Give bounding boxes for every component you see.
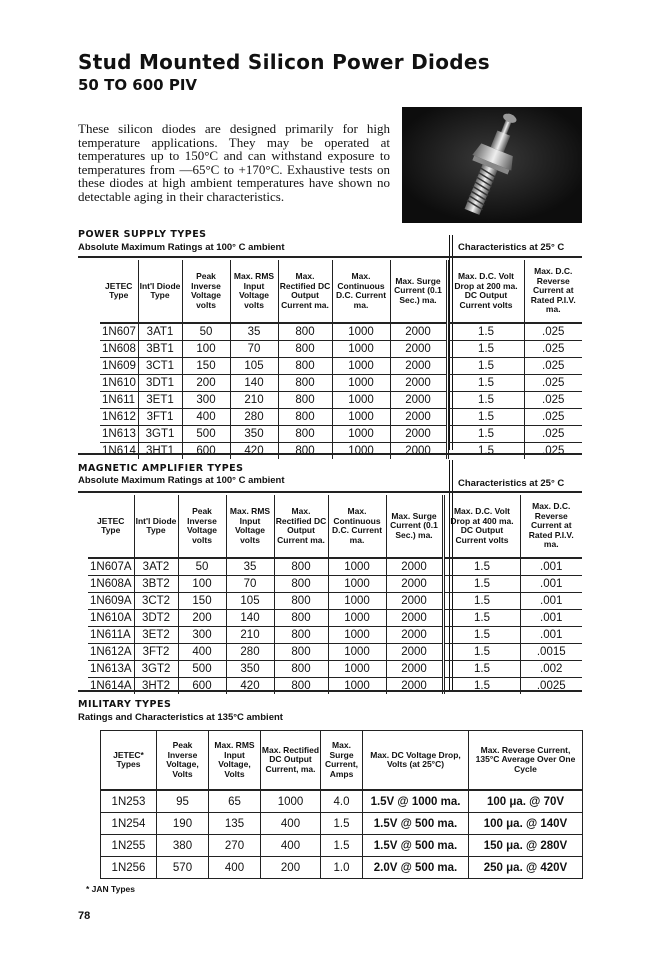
table-cell: 2000: [390, 443, 447, 460]
table-cell: .025: [524, 409, 582, 426]
table-cell: 150: [178, 593, 226, 610]
table-cell: 3AT2: [134, 558, 178, 576]
table-cell: 140: [230, 375, 278, 392]
table-cell: 800: [274, 593, 328, 610]
table-cell: 70: [226, 576, 274, 593]
table-cell: 400: [182, 409, 230, 426]
table-cell: 300: [182, 392, 230, 409]
table-cell: 1.5V @ 1000 ma.: [363, 790, 469, 813]
table-cell: 210: [226, 627, 274, 644]
col-header-reverse: Max. Reverse Current, 135°C Average Over One Cycle: [469, 731, 583, 791]
table-cell: 100: [182, 341, 230, 358]
table-cell: .025: [524, 375, 582, 392]
table-cell: 200: [178, 610, 226, 627]
page-subtitle: 50 TO 600 PIV: [78, 76, 198, 94]
table-row: [101, 835, 583, 857]
table-cell: 1.5: [443, 627, 520, 644]
col-header-voltage-drop: Max. DC Voltage Drop, Volts (at 25°C): [363, 731, 469, 791]
table-row: [88, 576, 582, 593]
table-cell: 280: [226, 644, 274, 661]
table-cell: 270: [209, 835, 261, 857]
col-header-volt-drop: Max. D.C. Volt Drop at 200 ma. DC Output Current volts: [447, 260, 524, 323]
table-cell: 1000: [328, 558, 386, 576]
table-cell: 2000: [386, 558, 443, 576]
table-cell: 70: [230, 341, 278, 358]
table-cell: 1.0: [321, 857, 363, 879]
table-cell: 1.5: [447, 341, 524, 358]
table-cell: 1.5V @ 500 ma.: [363, 835, 469, 857]
table-row: [100, 341, 582, 358]
table-cell: 2000: [386, 627, 443, 644]
table-cell: 300: [178, 627, 226, 644]
table-cell: .002: [520, 661, 582, 678]
table-row: [100, 426, 582, 443]
table-cell: 3AT1: [138, 323, 182, 341]
table-cell: 400: [209, 857, 261, 879]
table-cell: 420: [230, 443, 278, 460]
power-supply-char-heading: Characteristics at 25° C: [458, 242, 565, 253]
table-cell: 2000: [390, 392, 447, 409]
table-cell: 1.5: [443, 593, 520, 610]
table-row: [88, 644, 582, 661]
military-heading: MILITARY TYPES: [78, 699, 172, 710]
table-cell: 1000: [332, 358, 390, 375]
power-supply-subheading: Absolute Maximum Ratings at 100° C ambient: [78, 242, 285, 253]
table-row: [100, 392, 582, 409]
table-cell: 1.5: [443, 644, 520, 661]
mag-amp-heading: MAGNETIC AMPLIFIER TYPES: [78, 463, 244, 474]
table-cell: 150 μa. @ 280V: [469, 835, 583, 857]
table-cell: 1000: [332, 426, 390, 443]
col-header-piv: Peak Inverse Voltage volts: [178, 495, 226, 558]
table-cell: 250 μa. @ 420V: [469, 857, 583, 879]
table-cell: .001: [520, 593, 582, 610]
col-header-rms: Max. RMS Input Voltage, Volts: [209, 731, 261, 791]
table-cell: 65: [209, 790, 261, 813]
table-cell: 800: [278, 409, 332, 426]
table-cell: 1000: [328, 576, 386, 593]
table-cell: 800: [274, 576, 328, 593]
table-row: [101, 857, 583, 879]
table-cell: 3ET1: [138, 392, 182, 409]
col-header-jetec: JETEC Type: [88, 495, 134, 558]
col-header-reverse: Max. D.C. Reverse Current at Rated P.I.V. ma.: [520, 495, 582, 558]
table-cell: 200: [261, 857, 321, 879]
table-cell: 1000: [328, 661, 386, 678]
table-cell: 1000: [332, 409, 390, 426]
table-cell: 800: [278, 323, 332, 341]
table-cell: 2000: [390, 323, 447, 341]
table-cell: 1000: [328, 678, 386, 695]
table-cell: 3BT1: [138, 341, 182, 358]
table-cell: 2000: [386, 610, 443, 627]
power-supply-top-rule: [78, 256, 582, 258]
table-cell: 1N610: [100, 375, 138, 392]
table-cell: 1N609: [100, 358, 138, 375]
table-cell: 100: [178, 576, 226, 593]
col-header-rms: Max. RMS Input Voltage volts: [230, 260, 278, 323]
table-cell: 1000: [328, 593, 386, 610]
table-cell: 800: [278, 443, 332, 460]
table-cell: 1N611: [100, 392, 138, 409]
footnote: * JAN Types: [86, 884, 135, 894]
table-cell: 3GT1: [138, 426, 182, 443]
table-cell: 1.5: [443, 678, 520, 695]
table-cell: 1N613A: [88, 661, 134, 678]
table-cell: 1000: [332, 341, 390, 358]
mag-amp-table: [88, 495, 582, 694]
table-row: [88, 661, 582, 678]
power-supply-table: [100, 260, 582, 459]
table-cell: 100 μa. @ 140V: [469, 813, 583, 835]
power-supply-bottom-rule: [78, 453, 582, 455]
military-table: [100, 730, 583, 879]
page-title: Stud Mounted Silicon Power Diodes: [78, 50, 490, 74]
table-cell: 150: [182, 358, 230, 375]
table-cell: 140: [226, 610, 274, 627]
table-header-row: [101, 731, 583, 791]
table-cell: 380: [157, 835, 209, 857]
military-subheading: Ratings and Characteristics at 135°C ambient: [78, 712, 283, 723]
table-row: [88, 593, 582, 610]
table-cell: .001: [520, 558, 582, 576]
table-cell: 1N256: [101, 857, 157, 879]
mag-amp-char-heading: Characteristics at 25° C: [458, 478, 565, 489]
table-cell: 35: [226, 558, 274, 576]
table-cell: 800: [274, 627, 328, 644]
table-cell: 600: [182, 443, 230, 460]
col-header-intl: Int'l Diode Type: [134, 495, 178, 558]
table-cell: 2000: [386, 576, 443, 593]
table-cell: 50: [182, 323, 230, 341]
diode-illustration: [402, 107, 582, 223]
table-cell: .025: [524, 358, 582, 375]
table-row: [100, 358, 582, 375]
table-cell: 2000: [390, 341, 447, 358]
table-row: [100, 443, 582, 460]
table-cell: 1N614: [100, 443, 138, 460]
col-header-piv: Peak Inverse Voltage volts: [182, 260, 230, 323]
table-cell: 280: [230, 409, 278, 426]
table-cell: 1.5: [443, 576, 520, 593]
power-supply-heading: POWER SUPPLY TYPES: [78, 229, 207, 240]
table-cell: 35: [230, 323, 278, 341]
table-cell: 800: [274, 558, 328, 576]
table-cell: 1.5: [447, 443, 524, 460]
table-row: [101, 790, 583, 813]
table-cell: 2.0V @ 500 ma.: [363, 857, 469, 879]
table-cell: 2000: [386, 678, 443, 695]
col-header-continuous: Max. Continuous D.C. Current ma.: [328, 495, 386, 558]
table-cell: 135: [209, 813, 261, 835]
table-cell: 3BT2: [134, 576, 178, 593]
table-cell: .001: [520, 610, 582, 627]
col-header-surge: Max. Surge Current (0.1 Sec.) ma.: [390, 260, 447, 323]
table-cell: 500: [178, 661, 226, 678]
table-cell: 190: [157, 813, 209, 835]
table-cell: 1N613: [100, 426, 138, 443]
table-cell: 1000: [332, 392, 390, 409]
col-header-rectified: Max. Rectified DC Output Current ma.: [278, 260, 332, 323]
table-cell: 1N612: [100, 409, 138, 426]
table-cell: 1000: [328, 610, 386, 627]
table-cell: 1.5: [447, 426, 524, 443]
col-header-volt-drop: Max. D.C. Volt Drop at 400 ma. DC Output Current volts: [443, 495, 520, 558]
table-cell: 1N609A: [88, 593, 134, 610]
table-cell: 800: [274, 678, 328, 695]
table-cell: 210: [230, 392, 278, 409]
mag-amp-bottom-rule: [78, 690, 582, 692]
table-cell: 1.5: [443, 558, 520, 576]
table-cell: 800: [278, 426, 332, 443]
col-header-surge: Max. Surge Current, Amps: [321, 731, 363, 791]
table-cell: 200: [182, 375, 230, 392]
stud-diode-photo: [402, 107, 582, 223]
table-cell: 1N608: [100, 341, 138, 358]
table-cell: 600: [178, 678, 226, 695]
table-cell: 1.5: [321, 813, 363, 835]
table-cell: 2000: [386, 661, 443, 678]
table-cell: 1.5V @ 500 ma.: [363, 813, 469, 835]
table-cell: 2000: [386, 644, 443, 661]
col-header-rectified: Max. Rectified DC Output Current ma.: [274, 495, 328, 558]
table-cell: 800: [274, 661, 328, 678]
table-cell: 400: [261, 835, 321, 857]
table-row: [88, 558, 582, 576]
table-cell: 3FT1: [138, 409, 182, 426]
table-cell: 2000: [390, 358, 447, 375]
table-cell: 800: [278, 341, 332, 358]
table-cell: 2000: [386, 593, 443, 610]
table-cell: 1.5: [447, 409, 524, 426]
table-cell: 1.5: [443, 661, 520, 678]
table-cell: 2000: [390, 409, 447, 426]
table-cell: 1N610A: [88, 610, 134, 627]
table-row: [101, 813, 583, 835]
table-cell: 1N611A: [88, 627, 134, 644]
table-cell: 1N607: [100, 323, 138, 341]
table-cell: 3HT2: [134, 678, 178, 695]
table-cell: 3CT1: [138, 358, 182, 375]
table-cell: .025: [524, 443, 582, 460]
table-cell: 4.0: [321, 790, 363, 813]
table-cell: 50: [178, 558, 226, 576]
table-cell: 500: [182, 426, 230, 443]
table-cell: 350: [230, 426, 278, 443]
col-header-rms: Max. RMS Input Voltage volts: [226, 495, 274, 558]
page-number: 78: [78, 910, 91, 922]
table-header-row: [100, 260, 582, 323]
table-row: [88, 627, 582, 644]
table-cell: 1.5: [443, 610, 520, 627]
table-cell: 1N255: [101, 835, 157, 857]
table-row: [88, 610, 582, 627]
mag-amp-top-rule: [78, 491, 582, 493]
table-cell: 570: [157, 857, 209, 879]
table-cell: 1.5: [447, 392, 524, 409]
table-cell: 1N607A: [88, 558, 134, 576]
col-header-jetec: JETEC* Types: [113, 749, 144, 769]
col-header-reverse: Max. D.C. Reverse Current at Rated P.I.V. ma.: [524, 260, 582, 323]
table-cell: 1.5: [447, 358, 524, 375]
table-cell: 800: [274, 644, 328, 661]
table-cell: .025: [524, 323, 582, 341]
table-row: [100, 375, 582, 392]
col-header-intl: Int'l Diode Type: [138, 260, 182, 323]
table-cell: 400: [178, 644, 226, 661]
table-cell: 1.5: [447, 375, 524, 392]
table-cell: 1N608A: [88, 576, 134, 593]
col-header-surge: Max. Surge Current (0.1 Sec.) ma.: [386, 495, 443, 558]
table-cell: 350: [226, 661, 274, 678]
table-cell: 800: [278, 375, 332, 392]
table-cell: .0025: [520, 678, 582, 695]
table-cell: 1.5: [447, 323, 524, 341]
intro-paragraph: These silicon diodes are designed primarily for high temperature applications. They may be operated at temperatures up to 150°C and can withstand exposure to temperatures from —65°C to +170°C. Exhaustive tests on these diodes at high ambient temperatures have shown no detectable aging in their characteristics.: [78, 121, 390, 204]
col-header-rectified: Max. Rectified DC Output Current, ma.: [261, 731, 321, 791]
table-cell: 1N254: [101, 813, 157, 835]
table-cell: 2000: [390, 375, 447, 392]
table-cell: 800: [278, 392, 332, 409]
table-cell: 3GT2: [134, 661, 178, 678]
table-cell: 800: [274, 610, 328, 627]
table-cell: 3FT2: [134, 644, 178, 661]
table-cell: 400: [261, 813, 321, 835]
table-cell: .025: [524, 392, 582, 409]
table-row: [100, 409, 582, 426]
table-cell: 1N253: [101, 790, 157, 813]
table-cell: 3DT1: [138, 375, 182, 392]
table-cell: 1N614A: [88, 678, 134, 695]
table-cell: 800: [278, 358, 332, 375]
col-header-continuous: Max. Continuous D.C. Current ma.: [332, 260, 390, 323]
table-cell: 1000: [332, 443, 390, 460]
col-header-piv: Peak Inverse Voltage, Volts: [157, 731, 209, 791]
table-cell: 1000: [332, 323, 390, 341]
table-cell: 1000: [328, 644, 386, 661]
table-cell: 3HT1: [138, 443, 182, 460]
col-header-jetec: JETEC Type: [100, 260, 138, 323]
table-cell: .001: [520, 576, 582, 593]
table-cell: .001: [520, 627, 582, 644]
table-cell: .025: [524, 426, 582, 443]
table-cell: 1N612A: [88, 644, 134, 661]
table-cell: 95: [157, 790, 209, 813]
table-cell: 3DT2: [134, 610, 178, 627]
table-cell: .025: [524, 341, 582, 358]
table-header-row: [88, 495, 582, 558]
table-cell: .0015: [520, 644, 582, 661]
table-cell: 1.5: [321, 835, 363, 857]
table-cell: 105: [230, 358, 278, 375]
table-cell: 3CT2: [134, 593, 178, 610]
table-cell: 2000: [390, 426, 447, 443]
table-cell: 1000: [328, 627, 386, 644]
table-cell: 1000: [332, 375, 390, 392]
mag-amp-subheading: Absolute Maximum Ratings at 100° C ambient: [78, 475, 285, 486]
table-cell: 100 μa. @ 70V: [469, 790, 583, 813]
table-row: [100, 323, 582, 341]
table-cell: 1000: [261, 790, 321, 813]
table-cell: 3ET2: [134, 627, 178, 644]
table-cell: 105: [226, 593, 274, 610]
table-cell: 420: [226, 678, 274, 695]
